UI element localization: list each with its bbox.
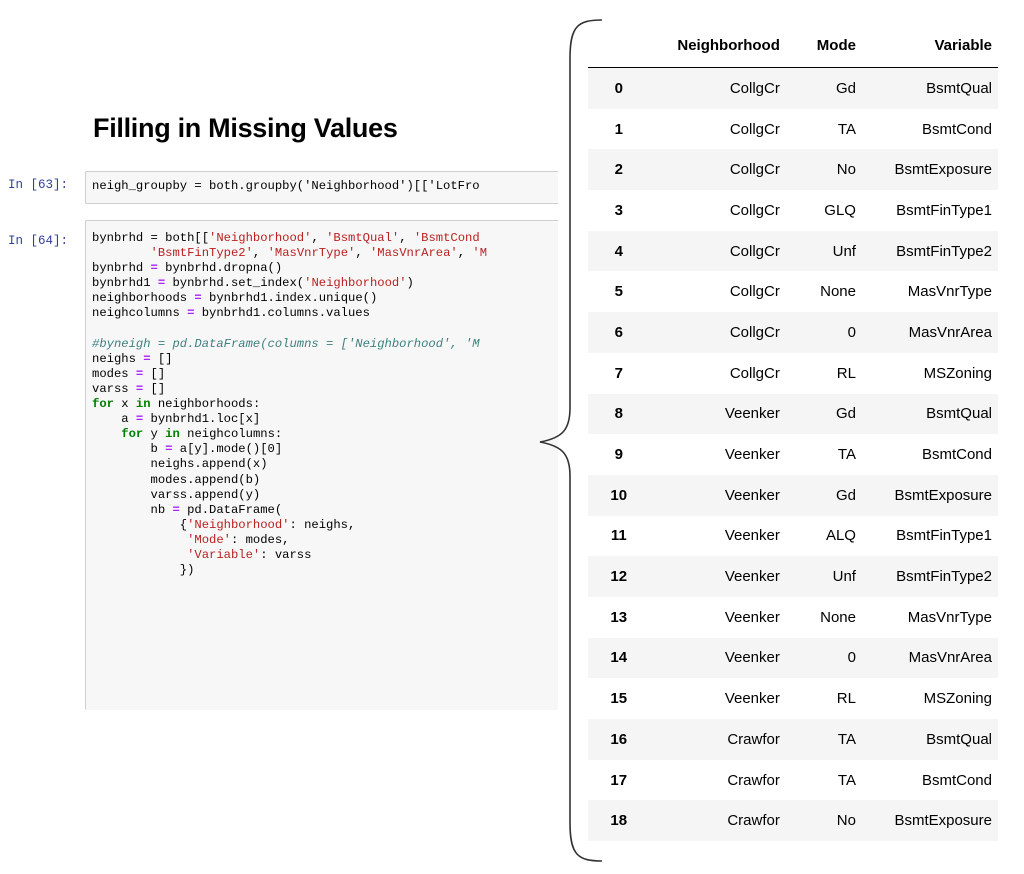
mode-cell: TA <box>837 446 856 464</box>
neighborhood-cell: CollgCr <box>729 283 780 301</box>
variable-cell: BsmtExposure <box>894 812 992 830</box>
row-index: 9 <box>614 446 623 464</box>
code-text: bynbrhd = both[['Neighborhood', 'BsmtQual', 'BsmtCond 'BsmtFinType2', 'MasVnrType', 'MasVnrArea', 'M bynbrhd = bynbrhd.dropna() bynbrhd1 = bynbrhd.set_index('Neighborhood') neighborhoods = bynbrhd1.index.unique() neighcolumns = bynbrhd1.columns.values #byneigh = pd.DataFrame(columns = ['Neighborhood', 'M neighs = [] modes = [] varss = [] for x in neighborhoods: a = bynbrhd1.loc[x] for y in neighcolumns: b = a[y].mode()[0] neighs.append(x) modes.append(b) varss.append(y) nb = pd.DataFrame( {'Neighborhood': neighs, 'Mode': modes, 'Variable': varss }) <box>92 231 488 578</box>
row-index: 14 <box>610 649 628 667</box>
neighborhood-cell: CollgCr <box>729 120 780 138</box>
cell-prompt: In [64]: <box>8 234 69 248</box>
variable-cell: BsmtExposure <box>894 161 992 179</box>
variable-cell: BsmtFinType2 <box>896 568 992 586</box>
table-row <box>588 434 998 475</box>
variable-cell: BsmtFinType2 <box>896 242 992 260</box>
row-index: 4 <box>614 242 623 260</box>
variable-cell: MasVnrArea <box>908 649 992 667</box>
row-index: 5 <box>614 283 623 301</box>
neighborhood-cell: CollgCr <box>729 201 780 219</box>
neighborhood-cell: CollgCr <box>729 79 780 97</box>
row-index: 3 <box>614 201 623 219</box>
mode-cell: TA <box>837 771 856 789</box>
variable-cell: BsmtFinType1 <box>896 201 992 219</box>
neighborhood-cell: Veenker <box>724 649 780 667</box>
row-index: 18 <box>610 812 628 830</box>
column-header: Variable <box>862 24 998 68</box>
mode-cell: Gd <box>835 79 856 97</box>
variable-cell: MSZoning <box>923 690 992 708</box>
mode-cell: 0 <box>847 649 856 667</box>
table-row <box>588 638 998 679</box>
variable-cell: MasVnrType <box>907 608 992 626</box>
table-row <box>588 149 998 190</box>
neighborhood-cell: CollgCr <box>729 323 780 341</box>
table-row <box>588 353 998 394</box>
mode-cell: TA <box>837 120 856 138</box>
row-index: 0 <box>614 79 623 97</box>
table-row <box>588 556 998 597</box>
table-row <box>588 719 998 760</box>
mode-cell: No <box>836 161 856 179</box>
dataframe-output <box>588 24 998 841</box>
row-index: 17 <box>610 771 628 789</box>
table-row <box>588 394 998 435</box>
cell-prompt: In [63]: <box>8 178 69 192</box>
row-index: 10 <box>610 486 628 504</box>
table-row <box>588 68 998 109</box>
row-index: 2 <box>614 161 623 179</box>
variable-cell: BsmtCond <box>921 446 992 464</box>
variable-cell: BsmtCond <box>921 120 992 138</box>
mode-cell: 0 <box>847 323 856 341</box>
row-index: 15 <box>610 690 628 708</box>
neighborhood-cell: Veenker <box>724 527 780 545</box>
table-row <box>588 190 998 231</box>
neighborhood-cell: Veenker <box>724 608 780 626</box>
mode-cell: RL <box>836 690 856 708</box>
row-index: 12 <box>610 568 628 586</box>
neighborhood-cell: Veenker <box>724 568 780 586</box>
variable-cell: BsmtFinType1 <box>896 527 992 545</box>
mode-cell: None <box>820 608 856 626</box>
table-row <box>588 312 998 353</box>
code-text: neigh_groupby = both.groupby('Neighborhood')[['LotFro <box>92 179 480 193</box>
variable-cell: MasVnrType <box>907 283 992 301</box>
table-row <box>588 231 998 272</box>
table-row <box>588 271 998 312</box>
neighborhood-cell: Veenker <box>724 690 780 708</box>
mode-cell: Unf <box>832 568 856 586</box>
mode-cell: Gd <box>835 486 856 504</box>
table-row <box>588 475 998 516</box>
row-index: 6 <box>614 323 623 341</box>
dataframe-table <box>588 24 998 841</box>
row-index: 8 <box>614 405 623 423</box>
neighborhood-cell: Veenker <box>724 486 780 504</box>
code-cell-64[interactable] <box>85 220 558 710</box>
section-heading: Filling in Missing Values <box>93 113 398 143</box>
mode-cell: GLQ <box>824 201 856 219</box>
variable-cell: BsmtExposure <box>894 486 992 504</box>
mode-cell: Gd <box>835 405 856 423</box>
code-cell-63[interactable] <box>85 171 558 204</box>
variable-cell: BsmtCond <box>921 771 992 789</box>
table-row <box>588 678 998 719</box>
neighborhood-cell: CollgCr <box>729 364 780 382</box>
mode-cell: No <box>836 812 856 830</box>
column-header <box>588 24 650 68</box>
neighborhood-cell: Veenker <box>724 405 780 423</box>
mode-cell: ALQ <box>825 527 856 545</box>
table-row <box>588 597 998 638</box>
variable-cell: BsmtQual <box>926 405 992 423</box>
column-header: Neighborhood <box>650 24 786 68</box>
row-index: 1 <box>614 120 623 138</box>
table-row <box>588 800 998 841</box>
neighborhood-cell: Crawfor <box>727 730 780 748</box>
variable-cell: MasVnrArea <box>908 323 992 341</box>
variable-cell: BsmtQual <box>926 730 992 748</box>
neighborhood-cell: Veenker <box>724 446 780 464</box>
table-row <box>588 760 998 801</box>
table-row <box>588 109 998 150</box>
variable-cell: BsmtQual <box>926 79 992 97</box>
neighborhood-cell: Crawfor <box>727 812 780 830</box>
column-header: Mode <box>786 24 862 68</box>
table-header-row <box>588 24 998 68</box>
row-index: 16 <box>610 730 628 748</box>
mode-cell: None <box>820 283 856 301</box>
mode-cell: RL <box>836 364 856 382</box>
neighborhood-cell: CollgCr <box>729 242 780 260</box>
row-index: 11 <box>610 527 627 545</box>
neighborhood-cell: Crawfor <box>727 771 780 789</box>
neighborhood-cell: CollgCr <box>729 161 780 179</box>
mode-cell: Unf <box>832 242 856 260</box>
variable-cell: MSZoning <box>923 364 992 382</box>
row-index: 7 <box>614 364 623 382</box>
table-row <box>588 516 998 557</box>
mode-cell: TA <box>837 730 856 748</box>
row-index: 13 <box>610 608 628 626</box>
